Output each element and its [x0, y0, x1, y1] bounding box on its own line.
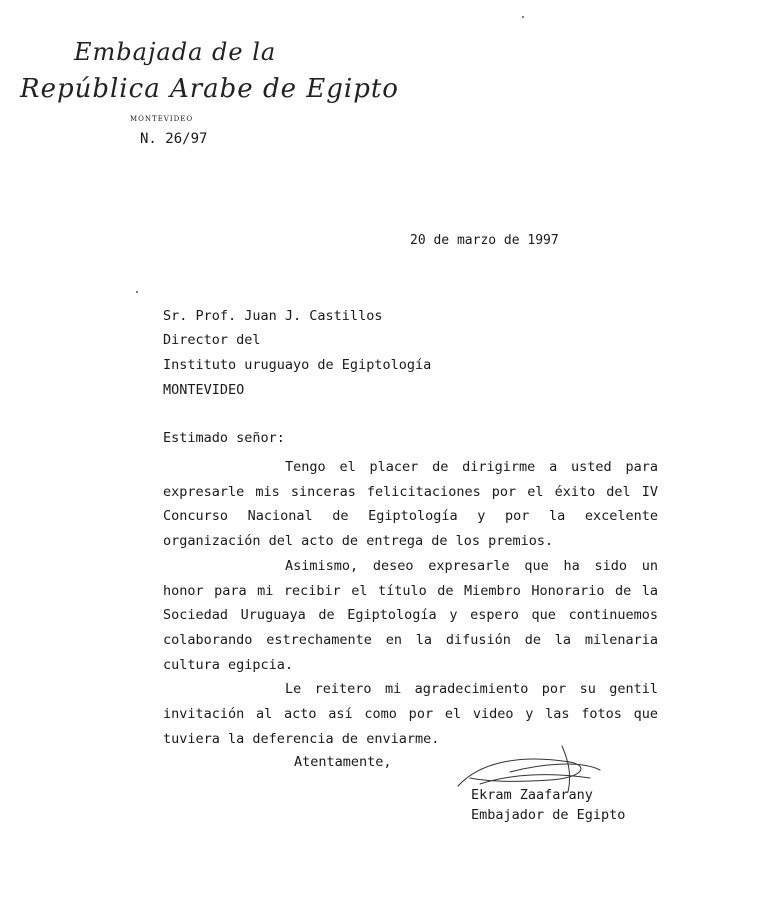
body-paragraph-1: Tengo el placer de dirigirme a usted para expresarle mis sinceras felicitaciones por el éxito del IV Concurso Nacional de Egiptología y por la excelente organización del acto de entrega de los premios.	[163, 459, 658, 550]
salutation: Estimado señor:	[163, 430, 285, 446]
closing: Atentamente,	[294, 754, 392, 770]
letter-body	[163, 455, 658, 751]
recipient-institution: Instituto uruguayo de Egiptología	[163, 357, 432, 373]
recipient-city: MONTEVIDEO	[163, 382, 245, 398]
recipient-name: Sr. Prof. Juan J. Castillos	[163, 308, 383, 324]
signer-title: Embajador de Egipto	[471, 807, 626, 823]
letterhead-embassy: Embajada de la	[74, 38, 277, 66]
letterhead-country: República Arabe de Egipto	[20, 74, 399, 104]
paper-speck	[522, 16, 524, 18]
signer-name: Ekram Zaafarany	[471, 787, 593, 803]
body-paragraph-2: Asimismo, deseo expresarle que ha sido un honor para mi recibir el título de Miembro Honorario de la Sociedad Uruguaya de Egiptología y espero que continuemos colaborando estrechamente en la difusión de la milenaria cultura egipcia.	[163, 557, 658, 673]
letter-date: 20 de marzo de 1997	[410, 233, 559, 248]
body-paragraph-3: Le reitero mi agradecimiento por su gentil invitación al acto así como por el video y las fotos que tuviera la deferencia de enviarme.	[163, 681, 658, 747]
letterhead-city: MONTEVIDEO	[130, 115, 194, 123]
paper-speck	[136, 291, 138, 293]
reference-number: N. 26/97	[140, 131, 208, 147]
recipient-role: Director del	[163, 332, 261, 348]
